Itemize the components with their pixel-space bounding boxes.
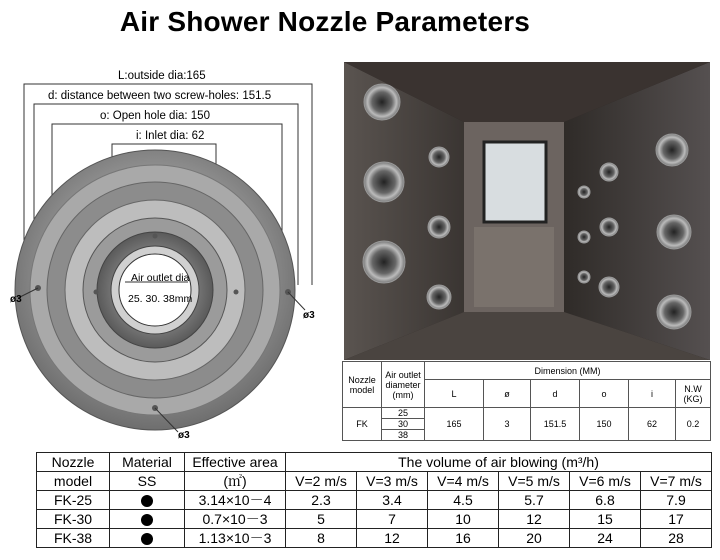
speed-header: V=7 m/s [641,472,712,491]
row-value: 6.8 [570,491,641,510]
dim-value: 0.2 [676,408,711,441]
table-row [37,529,712,548]
bullet-icon [141,514,153,526]
table-row [37,510,712,529]
row-value: 7 [357,510,428,529]
header-area-2: (㎡) [185,472,286,491]
speed-header: V=2 m/s [286,472,357,491]
material-cell [110,491,185,510]
row-value: 16 [428,529,499,548]
dim-outlet: 30 [382,419,425,430]
row-value: 8 [286,529,357,548]
header-material-1: Material [110,453,185,472]
row-value: 17 [641,510,712,529]
dim-col: L [425,380,484,408]
dim-col: i [629,380,676,408]
header-volume: The volume of air blowing (m³/h) [286,453,712,472]
material-cell [110,529,185,548]
row-value: 7.9 [641,491,712,510]
page-title: Air Shower Nozzle Parameters [119,6,531,37]
row-value: 3.4 [357,491,428,510]
dim-outlet: 25 [382,408,425,419]
dimension-table [342,361,711,441]
dim-value: 165 [425,408,484,441]
row-value: 28 [641,529,712,548]
row-value: 5 [286,510,357,529]
header-model-2: model [37,472,110,491]
speed-header: V=5 m/s [499,472,570,491]
screw-hole-label-right: ø3 [303,310,315,321]
row-value: 15 [570,510,641,529]
dim-col: d [531,380,580,408]
screw-distance-label: d: distance between two screw-holes: 151.5 [48,90,272,102]
row-model: FK-30 [37,510,110,529]
open-hole-label: o: Open hole dia: 150 [100,110,210,122]
parameters-table [36,452,712,548]
dim-col-outlet: Air outlet diameter (mm) [382,362,425,408]
screw-hole-label-left: ø3 [10,294,22,305]
header-model-1: Nozzle [37,453,110,472]
table-row [37,491,712,510]
outlet-hole [119,254,191,326]
row-value: 12 [499,510,570,529]
screw-hole-label-bottom: ø3 [178,430,190,441]
inlet-label: i: Inlet dia: 62 [136,130,205,142]
outlet-label: Air outlet dia [131,272,190,284]
bullet-icon [141,495,153,507]
row-value: 12 [357,529,428,548]
dim-outlet: 38 [382,430,425,441]
header-area-1: Effective area [185,453,286,472]
row-model: FK-38 [37,529,110,548]
material-cell [110,510,185,529]
row-value: 20 [499,529,570,548]
row-area: 3.14×10－4 [185,491,286,510]
speed-header: V=3 m/s [357,472,428,491]
header-material-2: SS [110,472,185,491]
row-area: 1.13×10－3 [185,529,286,548]
dim-value: 151.5 [531,408,580,441]
speed-header: V=6 m/s [570,472,641,491]
outside-dia-label: L:outside dia:165 [118,70,206,82]
row-model: FK-25 [37,491,110,510]
bullet-icon [141,533,153,545]
row-value: 10 [428,510,499,529]
dim-model: FK [343,408,382,441]
row-value: 2.3 [286,491,357,510]
row-value: 5.7 [499,491,570,510]
row-value: 4.5 [428,491,499,510]
dim-group-header: Dimension (MM) [425,362,711,380]
row-area: 0.7×10－3 [185,510,286,529]
dim-value: 62 [629,408,676,441]
outlet-values: 25. 30. 38mm [128,293,193,305]
dim-col: o [580,380,629,408]
dim-value: 3 [484,408,531,441]
dim-value: 150 [580,408,629,441]
dim-col-model: Nozzle model [343,362,382,408]
dim-col: N.W (KG) [676,380,711,408]
dim-col: ø [484,380,531,408]
row-value: 24 [570,529,641,548]
air-shower-photo [344,62,710,360]
speed-header: V=4 m/s [428,472,499,491]
